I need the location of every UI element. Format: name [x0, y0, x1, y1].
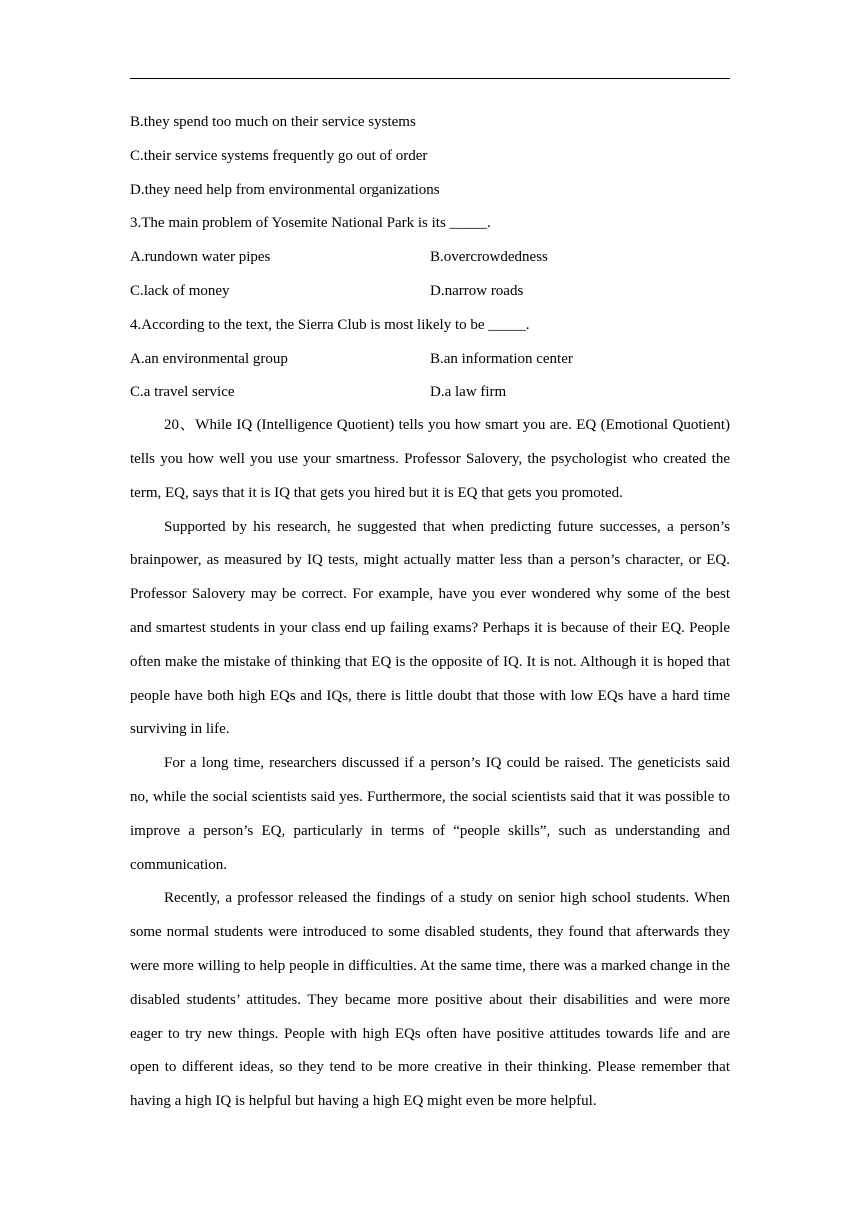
- question-3-option-c: C.lack of money: [130, 282, 230, 299]
- passage-paragraph-2: Supported by his research, he suggested that when predicting future successes, a person’s brainpower, as measured by IQ tests, might actually matter less than a person’s character, or EQ. Professor Salovery may be correct. For example, have you ever wondered why some of the best and smartest students in your class end up failing exams? Perhaps it is because of their EQ. People often make the mistake of thinking that EQ is the opposite of IQ. It is not. Although it is hoped that people have both high EQs and IQs, there is little doubt that those with low EQs have a hard time surviving in life.: [130, 518, 730, 738]
- passage-paragraph-1: 20、While IQ (Intelligence Quotient) tells you how smart you are. EQ (Emotional Quotient) tells you how well you use your smartness. Professor Salovery, the psychologist who created the term, EQ, says that it is IQ that gets you hired but it is EQ that gets you promoted.: [130, 417, 730, 501]
- question-4-options-row-2: [130, 378, 730, 412]
- question-4-option-b: B.an information center: [430, 350, 573, 367]
- document-body: [130, 108, 730, 1122]
- question-3-options-row-1: [130, 243, 730, 277]
- question-4-option-a: A.an environmental group: [130, 350, 288, 367]
- header-rule: [130, 78, 730, 79]
- question-4-option-c: C.a travel service: [130, 384, 235, 401]
- question-3-option-b: B.overcrowdedness: [430, 249, 548, 266]
- passage-paragraph-3: For a long time, researchers discussed if a person’s IQ could be raised. The geneticists said no, while the social scientists said yes. Furthermore, the social scientists said that it was possible to improve a person’s EQ, particularly in terms of “people skills”, such as understanding and communication.: [130, 755, 730, 873]
- question-3-stem: 3.The main problem of Yosemite National Park is its _____.: [130, 215, 491, 232]
- question-4-stem: 4.According to the text, the Sierra Club is most likely to be _____.: [130, 316, 530, 333]
- question-3-option-d: D.narrow roads: [430, 282, 524, 299]
- question-3-options-row-2: [130, 277, 730, 311]
- option-line: D.they need help from environmental organizations: [130, 181, 440, 198]
- question-4-options-row-1: [130, 345, 730, 379]
- option-line: B.they spend too much on their service systems: [130, 114, 416, 130]
- question-4-option-d: D.a law firm: [430, 384, 507, 401]
- question-3-option-a: A.rundown water pipes: [130, 249, 271, 266]
- option-line: C.their service systems frequently go out of order: [130, 147, 428, 164]
- passage-paragraph-4: Recently, a professor released the findings of a study on senior high school students. When some normal students were introduced to some disabled students, they found that afterwards they were more willing to help people in difficulties. At the same time, there was a marked change in the disabled students’ attitudes. They became more positive about their disabilities and were more eager to try new things. People with high EQs often have positive attitudes towards life and are open to different ideas, so they tend to be more creative in their thinking. Please remember that having a high IQ is helpful but having a high EQ might even be more helpful.: [130, 890, 730, 1110]
